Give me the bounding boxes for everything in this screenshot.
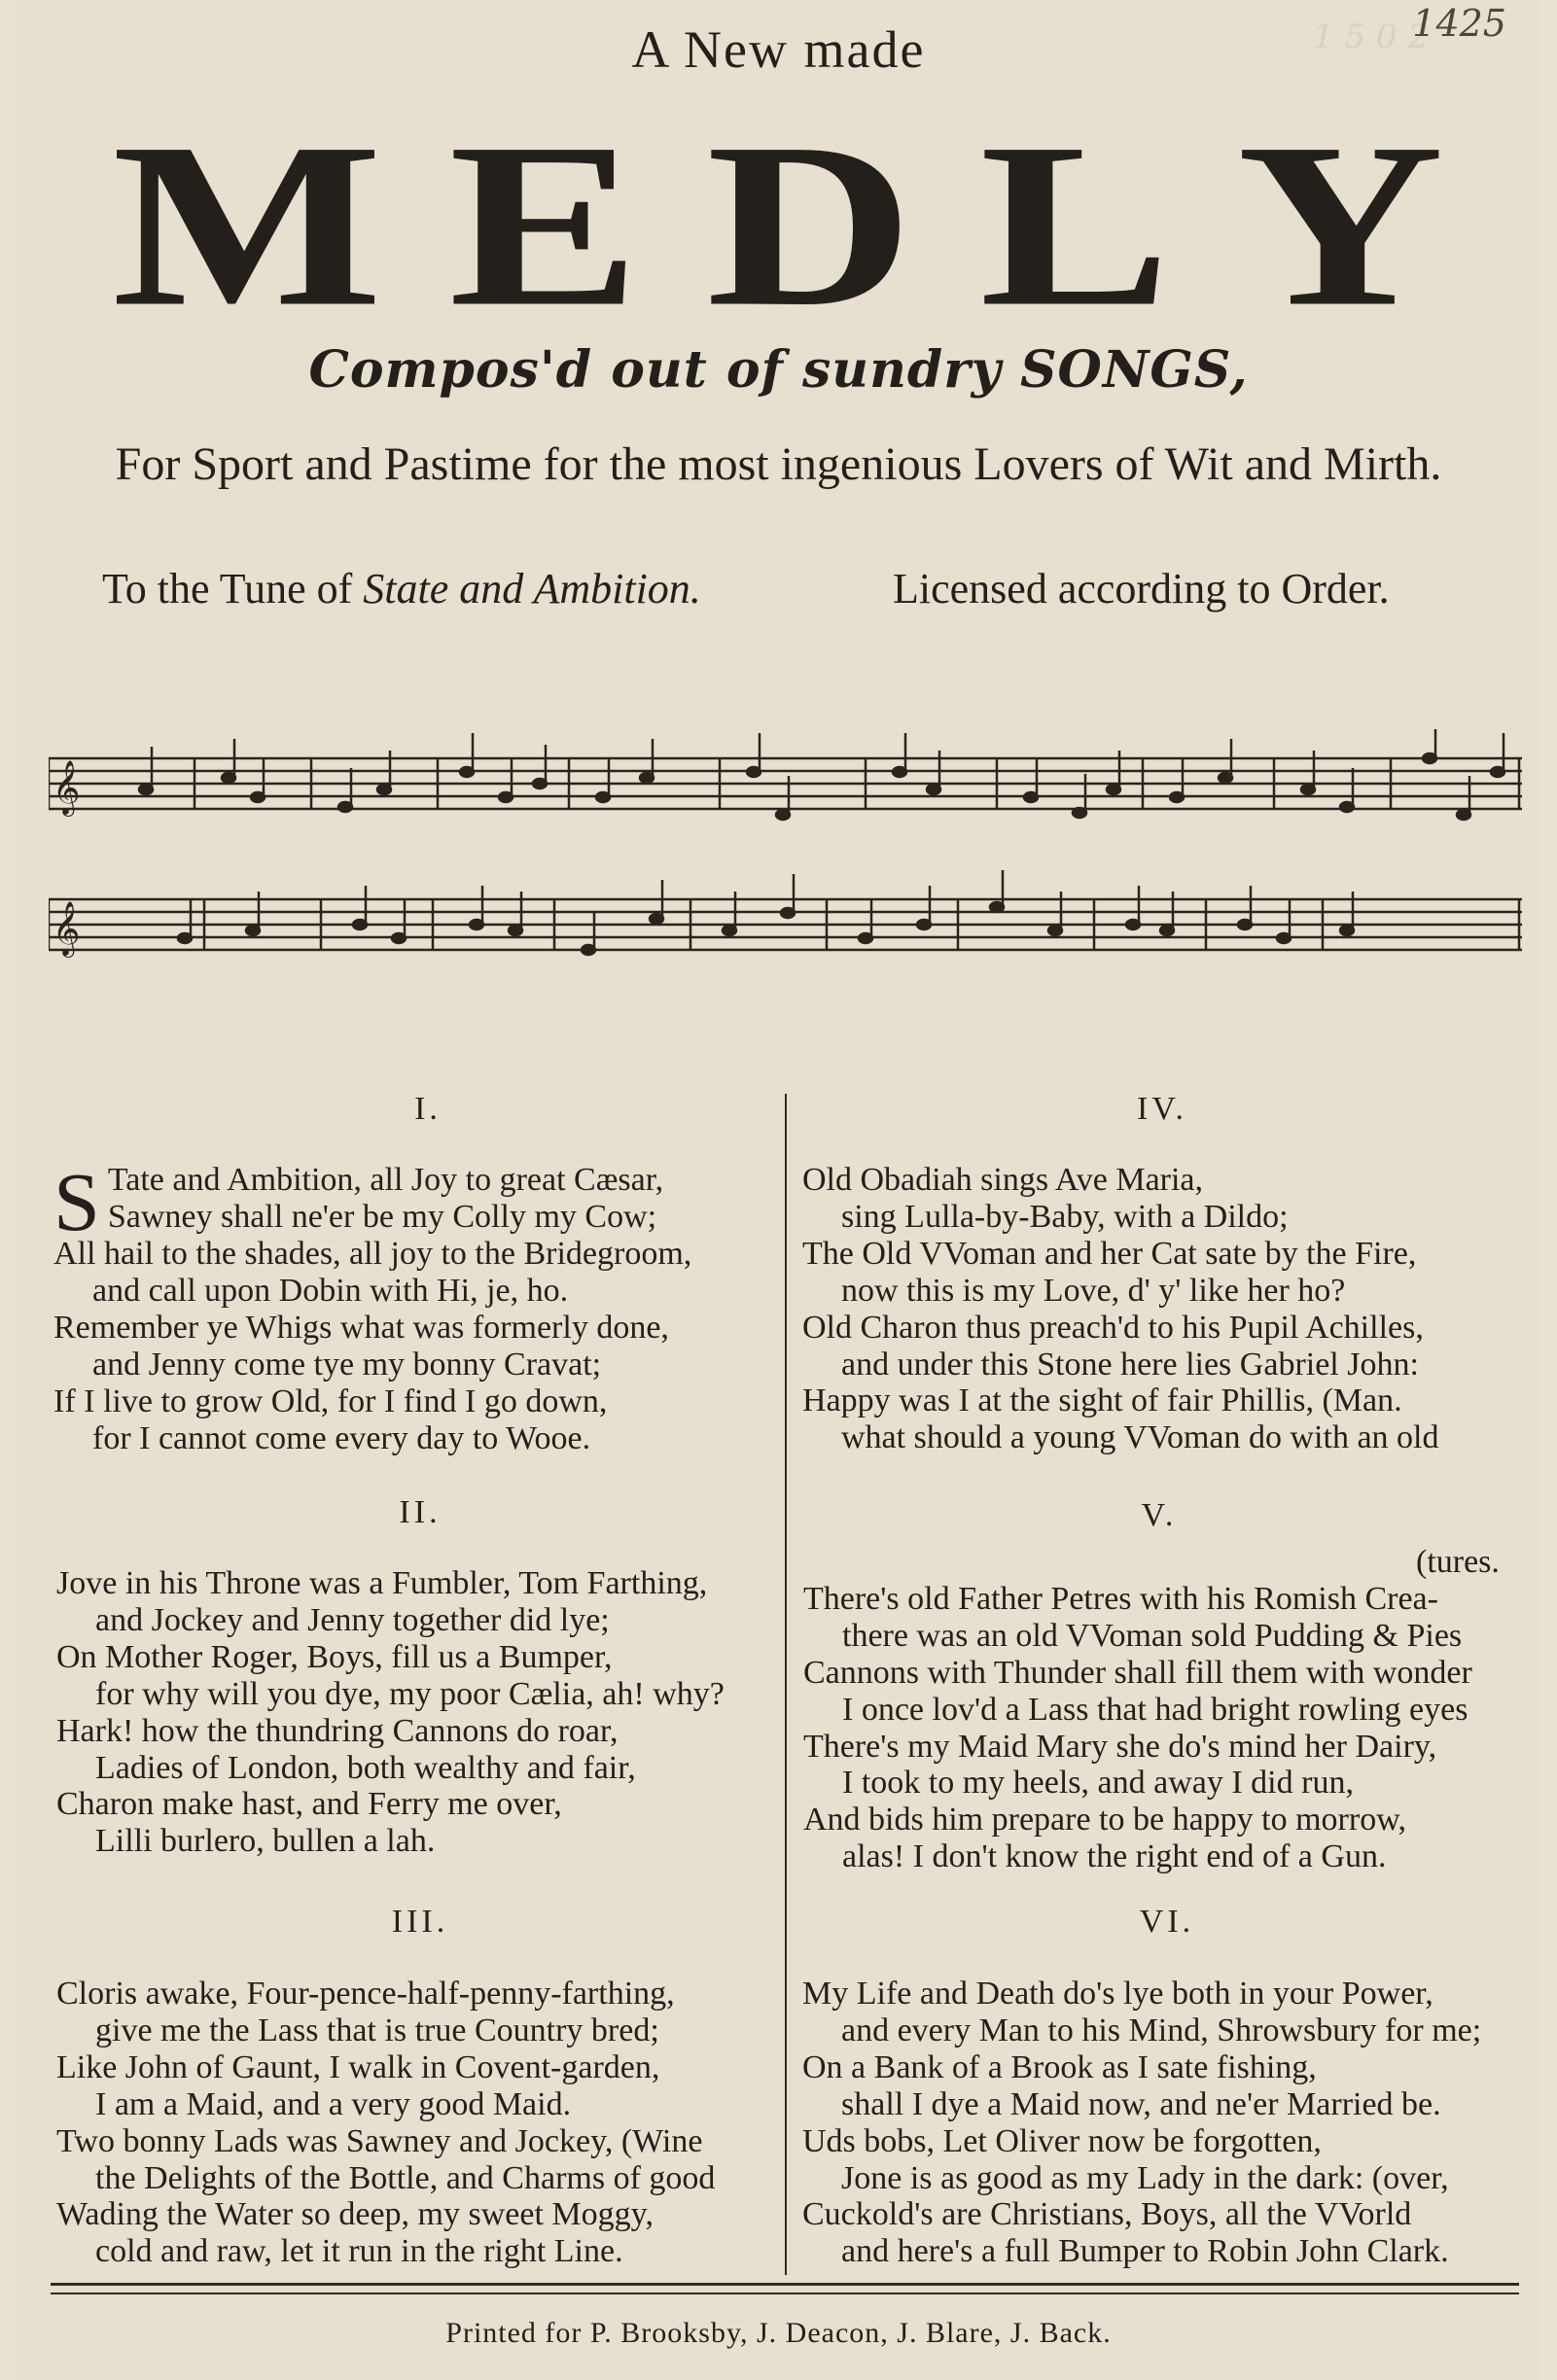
verse-line: Like John of Gaunt, I walk in Covent-garden, [56,2048,660,2085]
verse-line: Ladies of London, both wealthy and fair, [95,1749,636,1786]
verse-line: Happy was I at the sight of fair Phillis, (Man. [802,1382,1402,1419]
verse-line: Cloris awake, Four-pence-half-penny-farthing, [56,1976,675,2012]
verse-line: Jone is as good as my Lady in the dark: (over, [841,2159,1449,2196]
verse-line: for I cannot come every day to Wooe. [92,1419,591,1456]
title-letter: L [979,93,1171,356]
verse-line: All hail to the shades, all joy to the Bridegroom, [53,1236,692,1272]
verse-line: for why will you dye, my poor Cælia, ah! why? [95,1675,725,1712]
description-line: For Sport and Pastime for the most ingenious Lovers of Wit and Mirth. [115,438,1442,490]
verse-line: Old Obadiah sings Ave Maria, [802,1162,1204,1198]
verse-line: Hark! how the thundring Cannons do roar, [56,1712,619,1749]
verse-line: sing Lulla-by-Baby, with a Dildo; [841,1198,1289,1235]
drop-cap: S [53,1155,100,1248]
verse-line: I once lov'd a Lass that had bright rowling eyes [842,1691,1469,1728]
verse-line: The Old VVoman and her Cat sate by the Fire, [802,1235,1417,1272]
verse-line: alas! I don't know the right end of a Gun. [842,1838,1387,1875]
verse-line: and here's a full Bumper to Robin John Clark. [841,2233,1449,2270]
verse-line: My Life and Death do's lye both in your Power, [802,1976,1433,2012]
verse-line: and call upon Dobin with Hi, je, ho. [92,1272,569,1309]
verse-line: I am a Maid, and a very good Maid. [95,2085,572,2122]
column-divider [785,1094,787,2275]
faded-stamp: 1 5 0 2 [1313,18,1429,56]
verse-line: give me the Lass that is true Country bred; [95,2012,659,2048]
catalog-number: 1425 [1412,2,1506,45]
verse-line: what should a young VVoman do with an old [841,1419,1439,1456]
verse-line: now this is my Love, d' y' like her ho? [841,1272,1346,1309]
verse-line: There's old Father Petres with his Romish Crea- [803,1580,1438,1617]
verse-6 [802,1976,1481,2270]
verse-line: and Jenny come tye my bonny Cravat; [92,1346,602,1382]
verse-line: On Mother Roger, Boys, fill us a Bumper, [56,1638,613,1675]
verse-3 [56,1976,715,2270]
verse-numeral: IV. [1137,1091,1187,1127]
tune-prefix: To the Tune of [102,565,353,612]
tune-name: State and Ambition. [363,565,701,612]
verse-line: If I live to grow Old, for I find I go down, [53,1382,608,1419]
verse-2 [56,1565,725,1860]
verse-line: Remember ye Whigs what was formerly done, [53,1309,669,1346]
verse-5 [803,1544,1500,1875]
verse-1 [53,1155,692,1456]
verse-line: Old Charon thus preach'd to his Pupil Achilles, [802,1309,1424,1346]
footer-rule-thin [51,2292,1519,2294]
main-title [112,93,1444,356]
music-stave-1 [49,729,1522,836]
verse-line: Cannons with Thunder shall fill them with wonder [803,1654,1472,1691]
verse-line: (tures. [1416,1544,1500,1580]
verse-numeral: VI. [1139,1904,1195,1940]
music-stave-2 [49,870,1522,977]
verse-line: shall I dye a Maid now, and ne'er Married be. [841,2085,1441,2122]
verse-line: there was an old VVoman sold Pudding & Pies [842,1617,1463,1654]
title-letter: Y [1236,93,1444,356]
verse-line: Wading the Water so deep, my sweet Moggy, [56,2196,654,2233]
verse-numeral: II. [399,1494,442,1530]
printer-imprint: Printed for P. Brooksby, J. Deacon, J. Blare, J. Back. [445,2317,1112,2349]
verse-line: I took to my heels, and away I did run, [842,1765,1354,1802]
verse-line: On a Bank of a Brook as I sate fishing, [802,2048,1317,2085]
verse-line: Tate and Ambition, all Joy to great Cæsar, [107,1162,664,1198]
svg-text:𝄞: 𝄞 [53,760,81,815]
verse-numeral: III. [391,1904,449,1940]
verse-line: and Jockey and Jenny together did lye; [95,1601,610,1638]
verse-line: the Delights of the Bottle, and Charms of good [95,2159,716,2196]
tune-line [102,564,701,613]
verse-line: Sawney shall ne'er be my Colly my Cow; [107,1198,657,1235]
verse-line: Cuckold's are Christians, Boys, all the VVorld [802,2196,1412,2233]
title-letter: E [448,93,641,356]
subtitle: Compos'd out of sundry SONGS, [308,340,1249,400]
title-letter: M [112,93,383,356]
verse-line: and every Man to his Mind, Shrowsbury for me; [841,2012,1482,2048]
verse-line: Two bonny Lads was Sawney and Jockey, (Wine [56,2122,703,2159]
heading-line: A New made [631,20,926,79]
verse-4 [802,1162,1439,1456]
verse-line: Lilli burlero, bullen a lah. [95,1823,436,1860]
title-letter: D [706,93,914,356]
svg-text:𝄞: 𝄞 [53,901,81,956]
verse-line: There's my Maid Mary she do's mind her Dairy, [803,1728,1437,1765]
verse-line: Uds bobs, Let Oliver now be forgotten, [802,2122,1322,2159]
verse-numeral: I. [414,1091,442,1127]
license-line: Licensed according to Order. [893,565,1390,612]
verse-line: And bids him prepare to be happy to morrow, [803,1802,1407,1838]
verse-line: cold and raw, let it run in the right Line. [95,2233,623,2270]
verse-numeral: V. [1141,1497,1178,1533]
footer-rule [51,2283,1519,2286]
verse-line: and under this Stone here lies Gabriel John: [841,1346,1419,1382]
verse-line: Charon make hast, and Ferry me over, [56,1786,562,1823]
verse-line: Jove in his Throne was a Fumbler, Tom Farthing, [56,1565,708,1601]
